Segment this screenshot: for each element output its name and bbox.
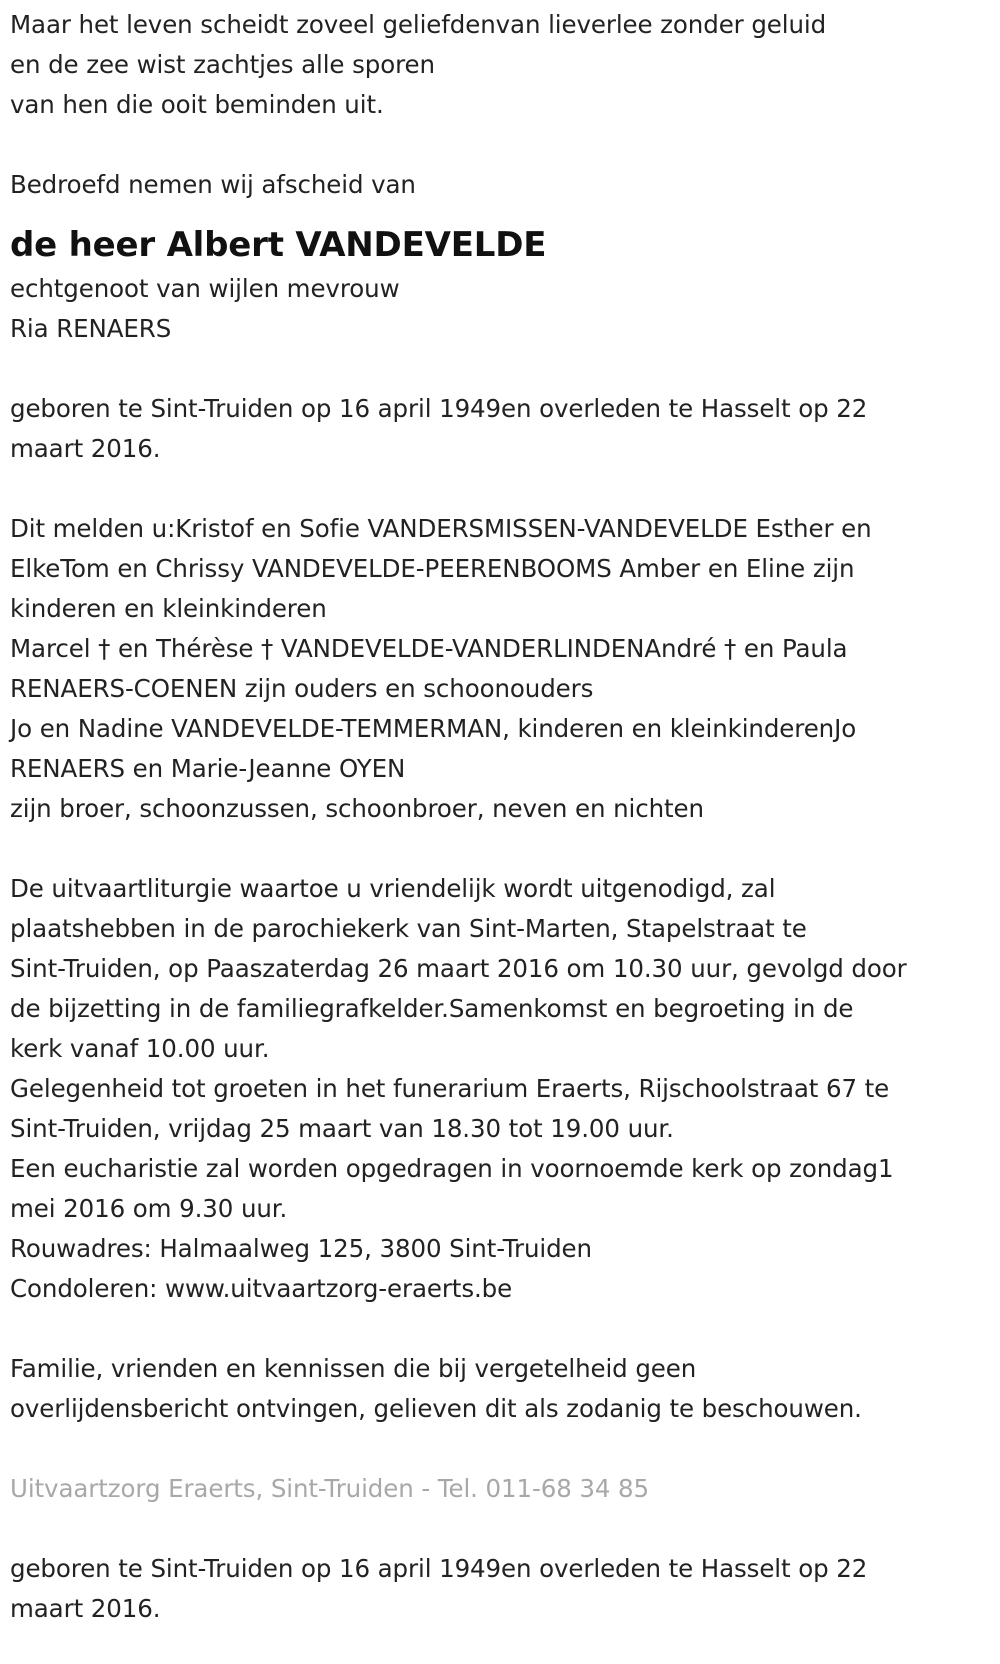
spacer xyxy=(10,829,992,869)
spacer xyxy=(10,1509,992,1549)
poem-line: van hen die ooit beminden uit. xyxy=(10,90,384,119)
spacer xyxy=(10,469,992,509)
birth-death-repeat-block xyxy=(10,1549,992,1629)
spouse-line: echtgenoot van wijlen mevrouw xyxy=(10,274,400,303)
announcer-line: Jo en Nadine VANDEVELDE-TEMMERMAN, kinderen en kleinkinderenJo xyxy=(10,714,857,743)
birth-death-line: geboren te Sint-Truiden op 16 april 1949en overleden te Hasselt op 22 xyxy=(10,394,868,423)
announcer-line: RENAERS-COENEN zijn ouders en schoonouders xyxy=(10,674,594,703)
ceremony-line: De uitvaartliturgie waartoe u vriendelijk wordt uitgenodigd, zal xyxy=(10,874,776,903)
poem xyxy=(10,5,992,125)
notice-block xyxy=(10,1349,992,1429)
spacer xyxy=(10,349,992,389)
announcer-line: zijn broer, schoonzussen, schoonbroer, neven en nichten xyxy=(10,794,704,823)
poem-line: Maar het leven scheidt zoveel geliefdenvan lieverlee zonder geluid xyxy=(10,10,827,39)
birth-death-line: geboren te Sint-Truiden op 16 april 1949en overleden te Hasselt op 22 xyxy=(10,1554,868,1583)
announcer-line: Dit melden u:Kristof en Sofie VANDERSMISSEN-VANDEVELDE Esther en xyxy=(10,514,872,543)
ceremony-line: kerk vanaf 10.00 uur. xyxy=(10,1034,270,1063)
ceremony-line: plaatshebben in de parochiekerk van Sint-Marten, Stapelstraat te xyxy=(10,914,807,943)
spouse-line: Ria RENAERS xyxy=(10,314,172,343)
ceremony-line: mei 2016 om 9.30 uur. xyxy=(10,1194,288,1223)
ceremony-line: Sint-Truiden, op Paaszaterdag 26 maart 2016 om 10.30 uur, gevolgd door xyxy=(10,954,907,983)
ceremony-block xyxy=(10,869,992,1309)
announcer-line: kinderen en kleinkinderen xyxy=(10,594,327,623)
spacer xyxy=(10,125,992,165)
announcers-block xyxy=(10,509,992,829)
notice-line: overlijdensbericht ontvingen, gelieven dit als zodanig te beschouwen. xyxy=(10,1394,862,1423)
notice-line: Familie, vrienden en kennissen die bij vergetelheid geen xyxy=(10,1354,697,1383)
spacer xyxy=(10,1429,992,1469)
ceremony-line: Rouwadres: Halmaalweg 125, 3800 Sint-Truiden xyxy=(10,1234,592,1263)
announcer-line: RENAERS en Marie-Jeanne OYEN xyxy=(10,754,406,783)
ceremony-line: Condoleren: www.uitvaartzorg-eraerts.be xyxy=(10,1274,513,1303)
ceremony-line: Een eucharistie zal worden opgedragen in voornoemde kerk op zondag1 xyxy=(10,1154,894,1183)
birth-death-block xyxy=(10,389,992,469)
ceremony-line: Sint-Truiden, vrijdag 25 maart van 18.30 tot 19.00 uur. xyxy=(10,1114,674,1143)
spacer xyxy=(10,1309,992,1349)
spouse-block xyxy=(10,269,992,349)
deceased-name: de heer Albert VANDEVELDE xyxy=(10,225,547,265)
poem-line: en de zee wist zachtjes alle sporen xyxy=(10,50,435,79)
intro-text: Bedroefd nemen wij afscheid van xyxy=(10,170,416,199)
birth-death-line: maart 2016. xyxy=(10,434,161,463)
announcer-line: ElkeTom en Chrissy VANDEVELDE-PEERENBOOMS Amber en Eline zijn xyxy=(10,554,855,583)
birth-death-line: maart 2016. xyxy=(10,1594,161,1623)
ceremony-line: Gelegenheid tot groeten in het funerarium Eraerts, Rijschoolstraat 67 te xyxy=(10,1074,890,1103)
funeral-home-credit: Uitvaartzorg Eraerts, Sint-Truiden - Tel. 011-68 34 85 xyxy=(10,1474,650,1503)
ceremony-line: de bijzetting in de familiegrafkelder.Samenkomst en begroeting in de xyxy=(10,994,854,1023)
announcer-line: Marcel † en Thérèse † VANDEVELDE-VANDERLINDENAndré † en Paula xyxy=(10,634,848,663)
